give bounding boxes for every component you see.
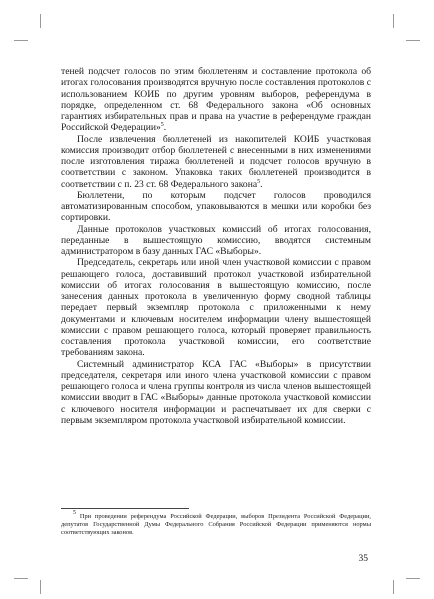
footnote-text: При проведении референдума Российской Федерации, выборов Президента Российской Федерации, депутатов Государственной Думы Федерального Собрания Российской Федерации применяются нормы соответствующих законов. [61, 513, 371, 536]
paragraph-2: После извлечения бюллетеней из накопителей КОИБ участковая комиссия производит отбор бюллетеней с внесенными в них изменениями после изготовления тиража бюллетеней и подсчет голосов вручную в соответствии с законом. Упаковка таких бюллетеней производится в соответствии с п. 23 ст. 68 Федерального закона$^5$. [61, 133, 371, 190]
crop-mark-top-left-h [14, 40, 28, 41]
footnote-number: 5 [73, 510, 76, 516]
crop-mark-bottom-right-h [406, 578, 420, 579]
crop-mark-top-left-v [40, 14, 41, 28]
paragraph-1: теней подсчет голосов по этим бюллетеням и составление протокола об итогах голосования производятся вручную после составления протоколов с использованием КОИБ по другим уровням выборов, референдума в порядке, определенном ст. 68 Федерального закона «Об основных гарантиях избирательных прав и права на участие в референдуме граждан Российской Федерации»$^5$. [61, 66, 371, 134]
footnote-divider [61, 508, 189, 509]
paragraph-6: Системный администратор КСА ГАС «Выборы» в присутствии председателя, секретаря или иного члена участковой комиссии с правом решающего голоса и члена группы контроля из числа членов вышестоящей комиссии вводит в ГАС «Выборы» данные протокола участковой комиссии с ключевого носителя информации и распечатывает их для сверки с первым экземпляром протокола участковой избирательной комиссии. [61, 358, 371, 426]
crop-mark-top-right-v [393, 14, 394, 28]
paragraph-4: Данные протоколов участковых комиссий об итогах голосования, переданные в вышестоящую комиссию, вводятся системным администратором в базу данных ГАС «Выборы». [61, 223, 371, 257]
footnote-ref: 5 [160, 122, 164, 129]
body-text [61, 66, 371, 426]
crop-mark-top-right-h [406, 40, 420, 41]
crop-mark-bottom-left-v [40, 580, 41, 594]
paragraph-5: Председатель, секретарь или иной член участковой комиссии с правом решающего голоса, доставивший протокол участковой избирательной комиссии об итогах голосования в вышестоящую комиссию, после занесения данных протокола в увеличенную форму сводной таблицы передает первый экземпляр протокола с приложенными к нему документами и ключевым носителем информации члену вышестоящей комиссии с правом решающего голоса, который проверяет правильность составления протокола участковой комиссии, его соответствие требованиям закона. [61, 257, 371, 359]
page-number: 35 [358, 554, 368, 564]
crop-mark-bottom-left-h [14, 578, 28, 579]
crop-mark-bottom-right-v [393, 580, 394, 594]
paragraph-3: Бюллетени, по которым подсчет голосов проводился автоматизированным способом, упаковываются в мешки или коробки без сортировки. [61, 189, 371, 224]
footnote [61, 510, 371, 537]
footnote-ref: 5 [257, 178, 261, 185]
